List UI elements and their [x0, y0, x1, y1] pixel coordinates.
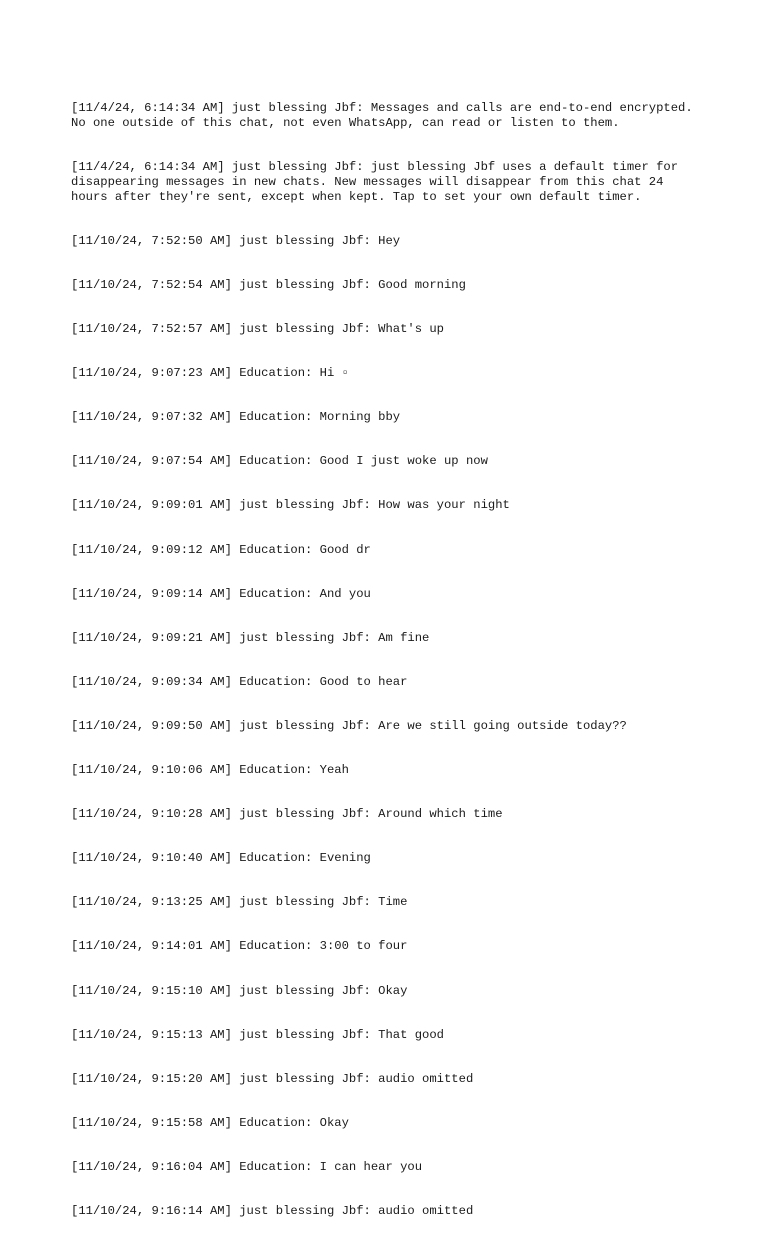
chat-line: [11/10/24, 9:09:12 AM] Education: Good dr [71, 542, 371, 557]
chat-line: [11/10/24, 9:16:14 AM] just blessing Jbf: audio omitted [71, 1204, 474, 1219]
chat-line: [11/10/24, 7:52:50 AM] just blessing Jbf: Hey [71, 233, 401, 248]
chat-line: [11/10/24, 9:15:10 AM] just blessing Jbf: Okay [71, 983, 408, 998]
chat-line: [11/10/24, 9:13:25 AM] just blessing Jbf: Time [71, 895, 408, 910]
chat-line: [11/4/24, 6:14:34 AM] just blessing Jbf: Messages and calls are end-to-end encrypted. No one outside of this chat, not even WhatsApp, can read or listen to them. [71, 101, 700, 131]
chat-line: [11/10/24, 9:09:50 AM] just blessing Jbf: Are we still going outside today?? [71, 718, 627, 733]
chat-line: [11/10/24, 9:07:23 AM] Education: Hi ▫ [71, 366, 349, 381]
chat-line: [11/10/24, 9:09:14 AM] Education: And you [71, 586, 371, 601]
chat-line: [11/10/24, 9:07:54 AM] Education: Good I just woke up now [71, 454, 488, 469]
chat-line: [11/10/24, 7:52:57 AM] just blessing Jbf: What's up [71, 321, 444, 336]
chat-line: [11/10/24, 9:10:40 AM] Education: Evening [71, 851, 371, 866]
chat-line: [11/10/24, 9:10:06 AM] Education: Yeah [71, 763, 349, 778]
chat-line: [11/10/24, 9:09:01 AM] just blessing Jbf: How was your night [71, 498, 510, 513]
chat-line: [11/10/24, 9:07:32 AM] Education: Morning bby [71, 410, 401, 425]
chat-line: [11/10/24, 9:16:04 AM] Education: I can hear you [71, 1160, 423, 1175]
chat-line: [11/10/24, 9:15:13 AM] just blessing Jbf: That good [71, 1027, 444, 1042]
chat-line: [11/10/24, 9:14:01 AM] Education: 3:00 to four [71, 939, 408, 954]
chat-transcript [71, 72, 699, 1234]
chat-line: [11/10/24, 9:15:20 AM] just blessing Jbf: audio omitted [71, 1071, 474, 1086]
chat-line: [11/4/24, 6:14:34 AM] just blessing Jbf: just blessing Jbf uses a default timer for disappearing messages in new chats. New messages will disappear from this chat 24 hours after they're sent, except when kept. Tap to set your own default timer. [71, 160, 686, 204]
chat-line: [11/10/24, 9:15:58 AM] Education: Okay [71, 1115, 349, 1130]
chat-line: [11/10/24, 9:10:28 AM] just blessing Jbf: Around which time [71, 807, 503, 822]
chat-line: [11/10/24, 9:09:21 AM] just blessing Jbf: Am fine [71, 630, 430, 645]
chat-line: [11/10/24, 7:52:54 AM] just blessing Jbf: Good morning [71, 277, 466, 292]
chat-line: [11/10/24, 9:09:34 AM] Education: Good to hear [71, 674, 408, 689]
